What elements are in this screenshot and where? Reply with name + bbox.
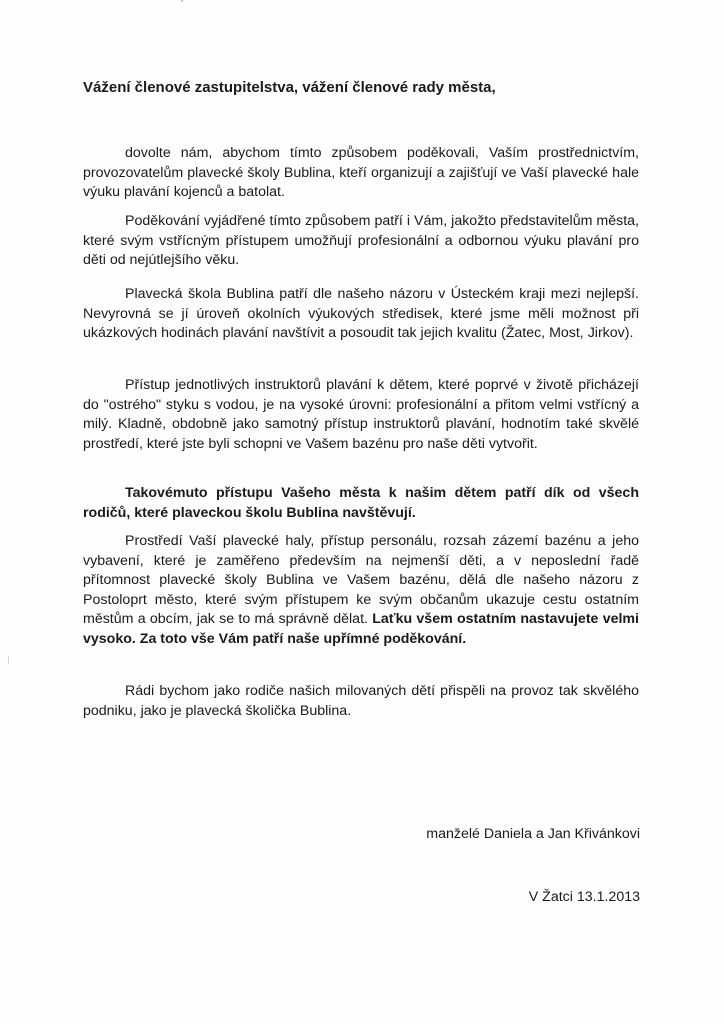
paragraph-facility-emphasis: Laťku všem ostatním nastavujete velmi vysoko. Za toto vše Vám patří naše upřímné poděkování. [83, 611, 639, 647]
paragraph-facility [83, 532, 639, 650]
scan-mark [8, 656, 9, 664]
paragraph-thanks-city: Poděkování vyjádřené tímto způsobem patří i Vám, jakožto představitelům města, které svým vstřícným přístupem umožňují profesionální a odbornou výuku plavání pro děti od nejútlejšího věku. [83, 213, 639, 269]
paragraph-school-quality: Plavecká škola Bublina patří dle našeho názoru v Ústeckém kraji mezi nejlepší. Nevyrovná se jí úroveň okolních výukových středisek, které jsme měli možnost při ukázkových hodinách plavání navštívit a posoudit tak jejich kvalitu (Žatec, Most, Jirkov). [83, 286, 639, 342]
place-date: V Žatci 13.1.2013 [528, 889, 640, 905]
paragraph-thanks-intro: dovolte nám, abychom tímto způsobem poděkovali, Vaším prostřednictvím, provozovatelům plavecké školy Bublina, kteří organizují a zajišťují ve Vaší plavecké hale výuku plavání kojenců a batolat. [83, 145, 639, 201]
paragraph-facility-text: Prostředí Vaší plavecké haly, přístup personálu, rozsah zázemí bazénu a jeho vybavení, které je zaměřeno především na nejmenší děti, a v neposlední řadě přítomnost plavecké školy Bublina ve Vašem bazénu, dělá dle našeho názoru z Postoloprt město, které svým přístupem ke svým občanům ukazuje cestu ostatním městům a obcím, jak se to má správně dělat. [83, 533, 639, 628]
paragraph-contribution: Rádi bychom jako rodiče našich milovaných dětí přispěli na provoz tak skvělého podniku, jako je plavecká školička Bublina. [83, 683, 639, 719]
paragraph-parents-thanks: Takovémuto přístupu Vašeho města k našim dětem patří dík od všech rodičů, které plaveckou školu Bublina navštěvují. [83, 485, 639, 521]
scan-speck [181, 0, 183, 2]
signature: manželé Daniela a Jan Křivánkovi [426, 826, 640, 842]
salutation: Vážení členové zastupitelstva, vážení členové rady města, [83, 79, 496, 96]
paragraph-instructors: Přístup jednotlivých instruktorů plavání k dětem, které poprvé v životě přicházejí do "ostrého" styku s vodou, je na vysoké úrovni: profesionální a přitom velmi vstřícný a milý. Kladně, obdobně jako samotný přístup instruktorů plavání, hodnotím také skvělé prostředí, které jste byli schopni ve Vašem bazénu pro naše děti vytvořit. [83, 377, 639, 452]
